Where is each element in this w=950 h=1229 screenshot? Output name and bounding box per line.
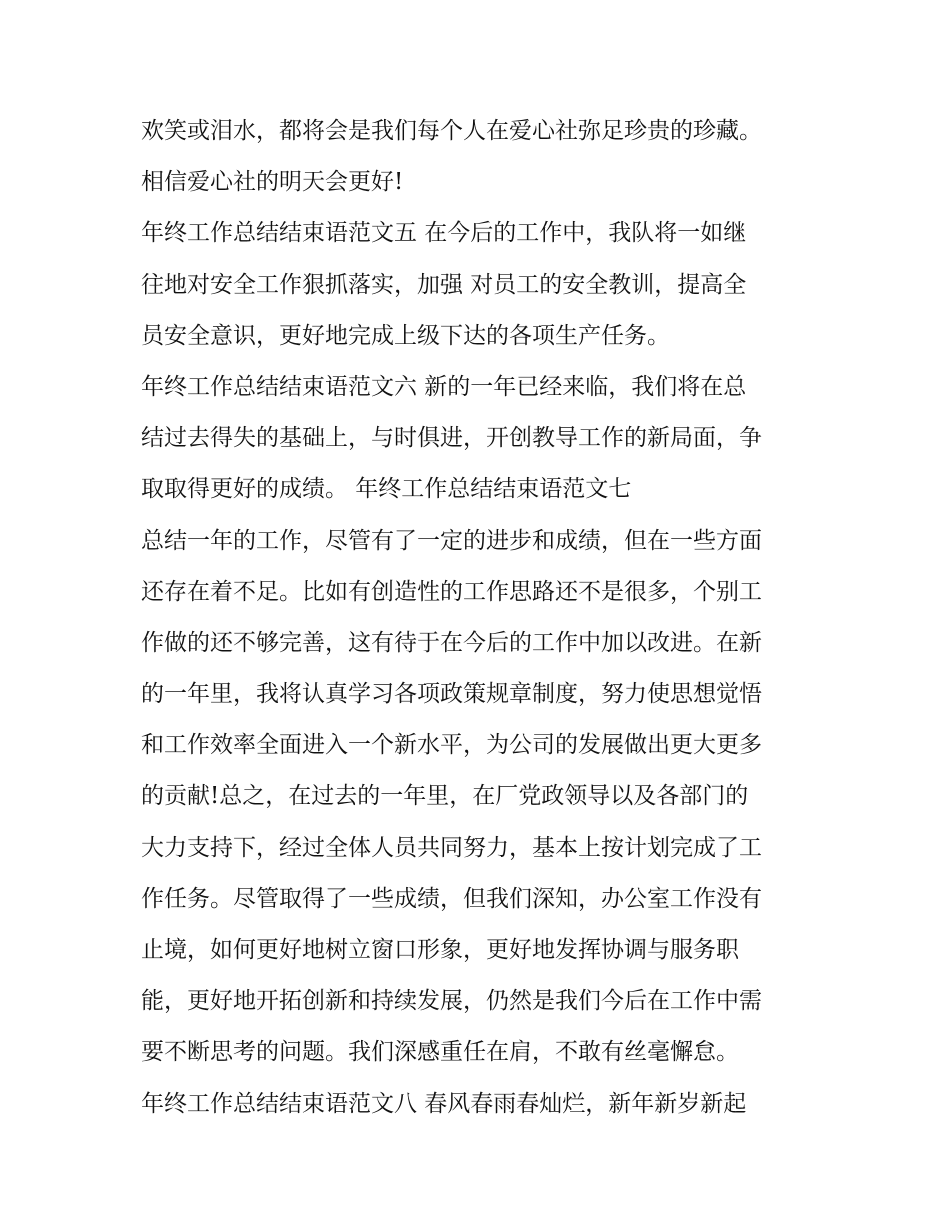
text-line-5: 员安全意识，更好地完成上级下达的各项生产任务。 [141,322,670,349]
text-line-2: 相信爱心社的明天会更好! [141,169,404,196]
text-line-19: 要不断思考的问题。我们深感重任在肩，不敢有丝毫懈怠。 [141,1039,739,1066]
text-line-4: 往地对安全工作狠抓落实，加强 对员工的安全教训，提高全 [141,271,747,298]
text-line-14: 的贡献!总之，在过去的一年里，在厂党政领导以及各部门的 [141,783,749,810]
document-body [141,106,821,1130]
text-line-6: 年终工作总结结束语范文六 新的一年已经来临，我们将在总 [141,373,747,400]
text-line-11: 作做的还不够完善，这有待于在今后的工作中加以改进。在新 [141,629,762,656]
text-line-9: 总结一年的工作，尽管有了一定的进步和成绩，但在一些方面 [141,527,762,554]
text-line-3: 年终工作总结结束语范文五 在今后的工作中，我队将一如继 [141,220,747,247]
text-line-10: 还存在着不足。比如有创造性的工作思路还不是很多，个别工 [141,578,762,605]
text-line-18: 能，更好地开拓创新和持续发展，仍然是我们今后在工作中需 [141,988,762,1015]
text-line-16: 作任务。尽管取得了一些成绩，但我们深知，办公室工作没有 [141,885,762,912]
text-line-1: 欢笑或泪水，都将会是我们每个人在爱心社弥足珍贵的珍藏。 [141,118,762,144]
text-line-12: 的一年里，我将认真学习各项政策规章制度，努力使思想觉悟 [141,681,762,708]
text-line-20: 年终工作总结结束语范文八 春风春雨春灿烂，新年新岁新起 [141,1090,747,1117]
text-line-13: 和工作效率全面进入一个新水平，为公司的发展做出更大更多 [141,732,762,759]
text-line-8: 取取得更好的成绩。 年终工作总结结束语范文七 [141,476,632,503]
text-line-15: 大力支持下，经过全体人员共同努力，基本上按计划完成了工 [141,834,762,861]
text-line-17: 止境，如何更好地树立窗口形象，更好地发挥协调与服务职 [141,937,739,963]
text-line-7: 结过去得失的基础上，与时俱进，开创教导工作的新局面，争 [141,425,762,452]
